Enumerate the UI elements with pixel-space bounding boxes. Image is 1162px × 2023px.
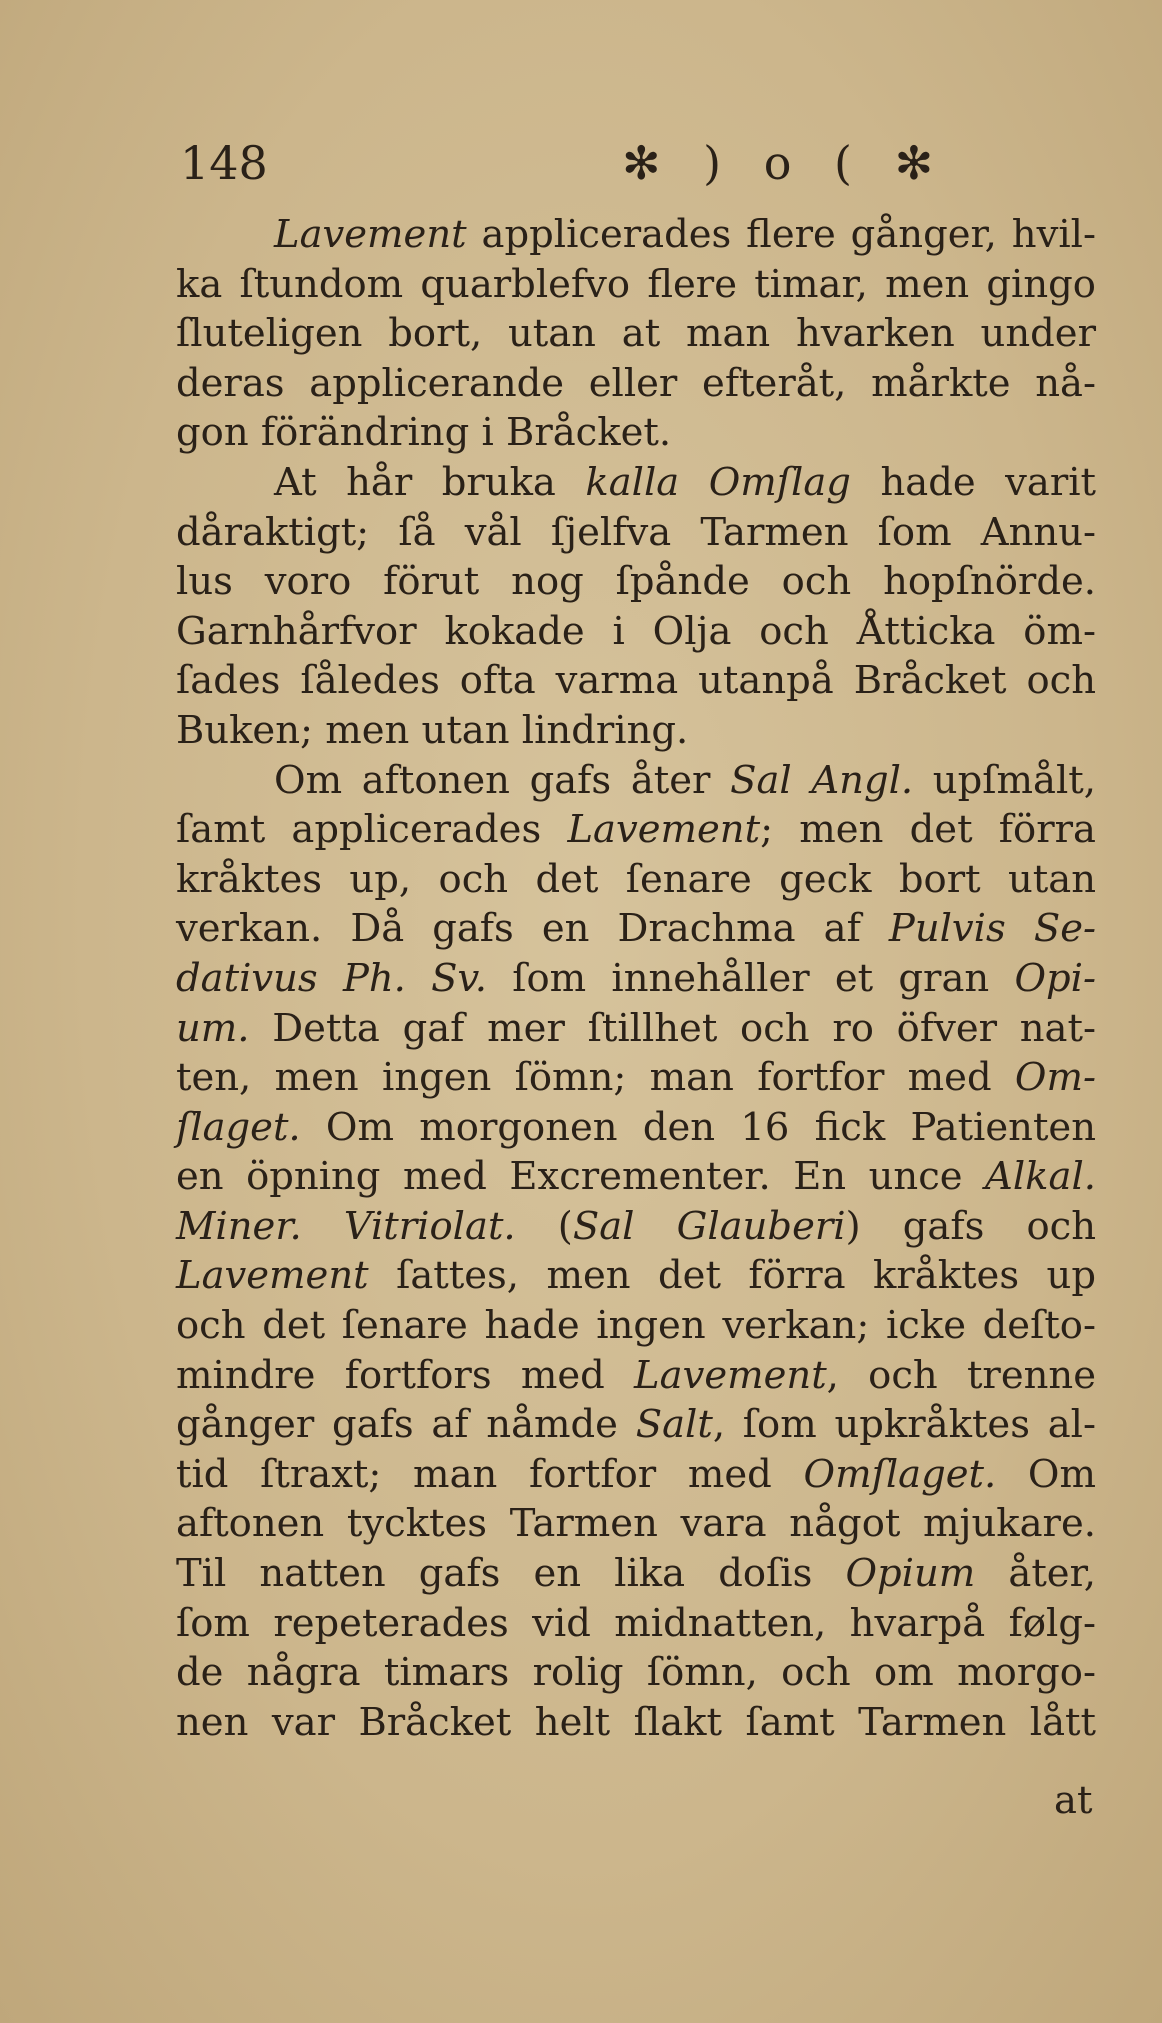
header-ornament: ✻ ) o ( ✻ (622, 136, 948, 190)
text-run: nen var Bråcket helt ſlakt ſamt Tarmen lått (176, 1699, 1096, 1745)
text-run: kråktes up, och det ſenare geck bort utan (176, 856, 1096, 902)
text-line (176, 904, 1096, 954)
italic-text: Lavement (274, 212, 467, 257)
text-line (176, 458, 1096, 508)
text-run: gånger gafs af nåmde (176, 1402, 636, 1448)
text-run: upſmålt, (913, 757, 1096, 803)
text-run: applicerades flere gånger, hvil- (466, 212, 1096, 257)
text-run: ten, men ingen ſömn; man fortfor med (176, 1055, 1015, 1101)
italic-text: Miner. Vitriolat. (176, 1203, 516, 1249)
italic-text: Lavement (634, 1352, 827, 1398)
text-run: ſom repeterades vid midnatten, hvarpå følg- (176, 1600, 1096, 1646)
page-number: 148 (180, 136, 268, 190)
text-run: och det ſenare hade ingen verkan; icke deſto- (176, 1303, 1096, 1349)
text-line (176, 557, 1096, 607)
text-run: , och trenne (826, 1352, 1096, 1398)
text-run: verkan. Då gafs en Drachma af (176, 906, 889, 952)
italic-text: Salt (635, 1402, 713, 1448)
text-run: Om morgonen den 16 fick Patienten (300, 1104, 1096, 1150)
italic-text: um. (176, 1005, 250, 1051)
text-run: gon förändring i Bråcket. (176, 410, 672, 456)
catchword: at (1054, 1778, 1093, 1823)
text-line (176, 1004, 1096, 1054)
text-run: lus voro förut nog ſpånde och hopſnörde. (176, 559, 1096, 605)
text-run: deras applicerande eller efteråt, mårkte nå- (176, 360, 1096, 406)
italic-text: Lavement (567, 807, 761, 853)
text-line (176, 1251, 1096, 1301)
text-run: ( (515, 1203, 573, 1249)
text-run: Om (996, 1451, 1097, 1497)
text-line (176, 1202, 1096, 1252)
text-run: en öpning med Excrementer. En unce (176, 1154, 986, 1200)
text-run: Om aftonen gafs åter (274, 757, 731, 803)
text-line (176, 805, 1096, 855)
text-run: At hår bruka (274, 459, 586, 505)
text-run: ſattes, men det förra kråktes up (368, 1253, 1096, 1299)
italic-text: ſlaget. (176, 1104, 301, 1150)
text-run: tid ſtraxt; man fortfor med (176, 1451, 804, 1497)
text-run: de några timars rolig ſömn, och om morgo- (176, 1650, 1096, 1696)
text-run: Til natten gafs en lika doſis (176, 1551, 846, 1597)
page-header (180, 128, 1080, 198)
italic-text: Alkal. (985, 1154, 1096, 1200)
italic-text: Pulvis Se- (888, 906, 1096, 952)
text-line (176, 954, 1096, 1004)
text-run: ka ſtundom quarblefvo flere timar, men gingo (176, 261, 1096, 307)
italic-text: dativus Ph. Sv. (176, 955, 487, 1001)
italic-text: Opi- (1014, 955, 1096, 1001)
italic-text: Sal Angl. (730, 757, 914, 803)
text-line (176, 1103, 1096, 1153)
text-line (176, 408, 1096, 458)
text-run: Buken; men utan lindring. (176, 707, 689, 753)
text-run: mindre fortfors med (176, 1352, 635, 1398)
italic-text: Sal Glauberi (572, 1203, 846, 1249)
text-run: ſluteligen bort, utan at man hvarken under (176, 311, 1096, 357)
body-text (176, 210, 1096, 1747)
text-line (176, 260, 1096, 310)
text-line (176, 309, 1096, 359)
text-run: ſom innehåller et gran (486, 955, 1015, 1001)
text-line (176, 508, 1096, 558)
italic-text: Omſlaget. (803, 1451, 997, 1497)
text-line (176, 210, 1096, 260)
text-line (176, 1698, 1096, 1748)
text-line (176, 1400, 1096, 1450)
text-run: Garnhårfvor kokade i Olja och Åtticka öm- (176, 608, 1096, 654)
text-line (176, 1648, 1096, 1698)
text-run: hade varit (850, 459, 1097, 505)
italic-text: kalla Omſlag (585, 459, 851, 505)
text-line (176, 607, 1096, 657)
text-run: ſades ſåledes ofta varma utanpå Bråcket och (176, 658, 1096, 704)
italic-text: Lavement (176, 1253, 369, 1299)
text-line (176, 1549, 1096, 1599)
italic-text: Om- (1014, 1055, 1096, 1101)
text-run: åter, (975, 1551, 1097, 1597)
text-line (176, 1152, 1096, 1202)
text-line (176, 756, 1096, 806)
text-line (176, 1351, 1096, 1401)
text-line (176, 1450, 1096, 1500)
text-run: dåraktigt; ſå vål ſjelfva Tarmen ſom Annu- (176, 509, 1096, 555)
text-run: , ſom upkråktes al- (712, 1402, 1096, 1448)
text-line (176, 359, 1096, 409)
text-run: ) gafs och (845, 1203, 1097, 1249)
text-line (176, 1499, 1096, 1549)
text-line (176, 706, 1096, 756)
text-line (176, 1599, 1096, 1649)
text-run: ſamt applicerades (176, 807, 568, 853)
text-run: aftonen tycktes Tarmen vara något mjukare. (176, 1501, 1096, 1547)
italic-text: Opium (845, 1551, 976, 1597)
text-run: Detta gaf mer ſtillhet och ro öfver nat- (249, 1005, 1096, 1051)
text-line (176, 1301, 1096, 1351)
text-line (176, 1053, 1096, 1103)
text-line (176, 656, 1096, 706)
text-run: ; men det förra (760, 807, 1096, 853)
text-line (176, 855, 1096, 905)
